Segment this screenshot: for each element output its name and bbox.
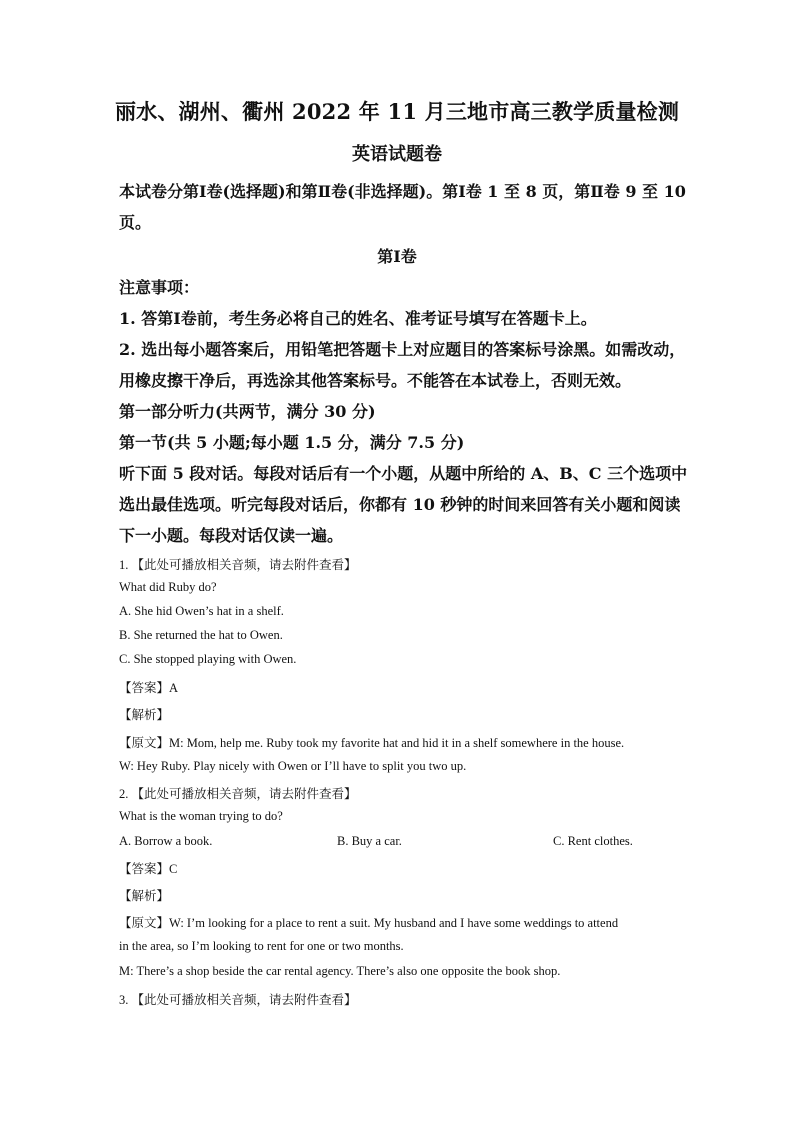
notes-item-2-line-2: 用橡皮擦干净后，再选涂其他答案标号。不能答在本试卷上，否则无效。 [119, 371, 632, 390]
instructions-line-3: 下一小题。每段对话仅读一遍。 [119, 526, 344, 545]
intro-line-1: 本试卷分第Ⅰ卷(选择题)和第Ⅱ卷(非选择题)。第Ⅰ卷 1 至 8 页，第Ⅱ卷 9 至 10 [119, 182, 686, 201]
question-1-answer: 【答案】A [119, 681, 179, 695]
notes-item-1: 1. 答第Ⅰ卷前，考生务必将自己的姓名、准考证号填写在答题卡上。 [119, 309, 597, 328]
part1-heading: 第一部分听力(共两节，满分 30 分) [119, 402, 376, 421]
instructions-line-2: 选出最佳选项。听完每段对话后，你都有 10 秒钟的时间来回答有关小题和阅读 [119, 495, 681, 514]
intro-line-2: 页。 [119, 213, 152, 232]
question-2-transcript-line-3: M: There’s a shop beside the car rental agency. There’s also one opposite the book shop. [119, 964, 561, 978]
section1-heading: 第一节(共 5 小题;每小题 1.5 分，满分 7.5 分) [119, 433, 465, 452]
question-2-transcript-line-1: 【原文】W: I’m looking for a place to rent a suit. My husband and I have some weddings to attend [119, 916, 619, 930]
question-2-answer: 【答案】C [119, 862, 178, 876]
page-title: 丽水、湖州、衢州 2022 年 11 月三地市高三教学质量检测 [114, 99, 680, 124]
question-2-option-b: B. Buy a car. [337, 834, 402, 848]
question-2-number-line: 2. 【此处可播放相关音频，请去附件查看】 [119, 787, 357, 801]
question-1-option-b: B. She returned the hat to Owen. [119, 628, 283, 642]
notes-heading: 注意事项： [119, 278, 200, 297]
question-1-text: What did Ruby do? [119, 580, 217, 594]
question-2-option-c: C. Rent clothes. [553, 834, 633, 848]
question-2-analysis: 【解析】 [119, 889, 170, 903]
volume-1-heading: 第Ⅰ卷 [377, 247, 417, 266]
question-1-analysis: 【解析】 [119, 708, 170, 722]
question-1-transcript-line-2: W: Hey Ruby. Play nicely with Owen or I’ll have to split you two up. [119, 759, 467, 773]
question-1-option-a: A. She hid Owen’s hat in a shelf. [119, 604, 284, 618]
question-1-number-line: 1. 【此处可播放相关音频，请去附件查看】 [119, 558, 357, 572]
question-3-number-line: 3. 【此处可播放相关音频，请去附件查看】 [119, 993, 357, 1007]
question-1-transcript-line-1: 【原文】M: Mom, help me. Ruby took my favorite hat and hid it in a shelf somewhere in the house. [119, 736, 625, 750]
page-subtitle: 英语试题卷 [352, 144, 442, 165]
notes-item-2-line-1: 2. 选出每小题答案后，用铅笔把答题卡上对应题目的答案标号涂黑。如需改动， [119, 340, 686, 359]
question-1-option-c: C. She stopped playing with Owen. [119, 652, 297, 666]
question-2-text: What is the woman trying to do? [119, 809, 283, 823]
question-2-option-a: A. Borrow a book. [119, 834, 213, 848]
question-2-transcript-line-2: in the area, so I’m looking to rent for one or two months. [119, 939, 404, 953]
instructions-line-1: 听下面 5 段对话。每段对话后有一个小题，从题中所给的 A、B、C 三个选项中 [119, 464, 688, 483]
